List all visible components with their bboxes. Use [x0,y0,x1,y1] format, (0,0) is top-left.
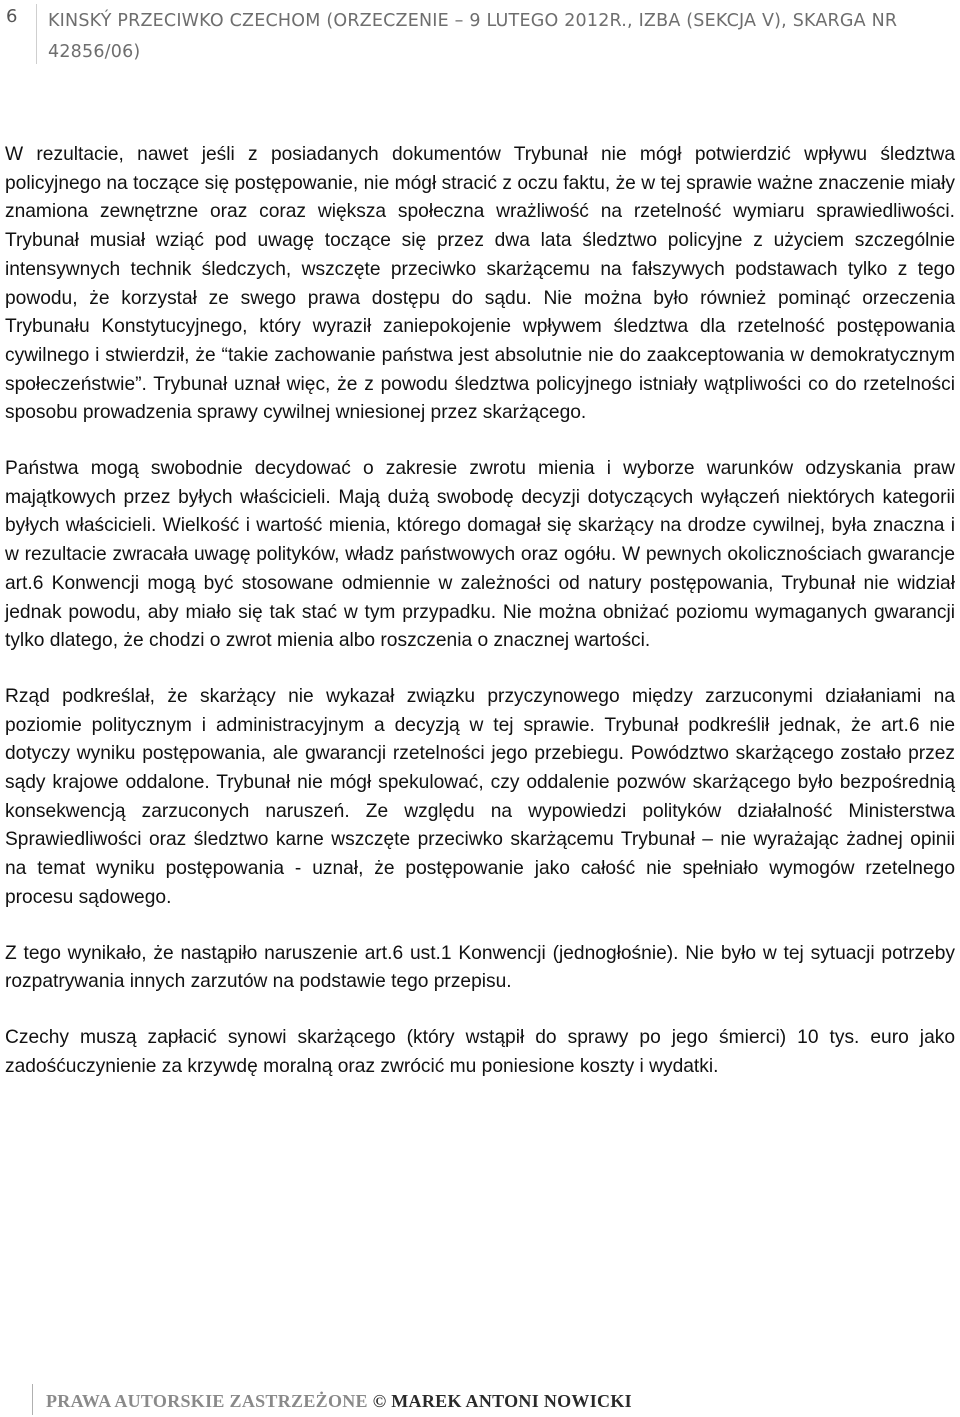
running-title: KINSKÝ PRZECIWKO CZECHOM (ORZECZENIE – 9 LUTEGO 2012R., IZBA (SEKCJA V), SKARGA NR 42856/06) [48,11,898,62]
paragraph-government-argument: Rząd podkreślał, że skarżący nie wykazał związku przyczynowego między zarzuconymi działaniami na poziomie politycznym i administracyjnym a decyzją w tej sprawie. Trybunał podkreślił jednak, że art.6 nie dotyczy wyniku postępowania, ale gwarancji rzetelności jego przebiegu. Powództwo skarżącego zostało przez sądy krajowe oddalone. Trybunał nie mógł spekulować, czy oddalenie pozwów skarżącego było bezpośrednią konsekwencją zarzuconych naruszeń. Ze względu na wypowiedzi polityków działalność Ministerstwa Sprawiedliwości oraz śledztwo karne wszczęte przeciwko skarżącemu Trybunał – nie wyrażając żadnej opinii na temat wyniku postępowania - uznał, że postępowanie jako całość nie spełniało wymogów rzetelnego procesu sądowego. [5,685,955,908]
paragraph-violation-conclusion: Z tego wynikało, że nastąpiło naruszenie art.6 ust.1 Konwencji (jednogłośnie). Nie było w tej sytuacji potrzeby rozpatrywania innych zarzutów na podstawie tego przepisu. [5,942,955,993]
author-name: MAREK ANTONI NOWICKI [391,1391,632,1411]
copyright-notice [46,1390,632,1412]
page-footer [0,1382,960,1417]
paragraph-fair-trial-assessment: W rezultacie, nawet jeśli z posiadanych dokumentów Trybunał nie mógł potwierdzić wpływu śledztwa policyjnego na toczące się postępowanie, nie mógł stracić z oczu faktu, że w tej sprawie ważne znaczenie miały znamiona zewnętrzne oraz coraz większa społeczna wrażliwość na rzetelność wymiaru sprawiedliwości. Trybunał musiał wziąć pod uwagę toczące się przez dwa lata śledztwo policyjne z użyciem szczególnie intensywnych technik śledczych, wszczęte przeciwko skarżącemu na fałszywych podstawach tylko z tego powodu, że korzystał ze swego prawa dostępu do sądu. Nie można było również pominąć orzeczenia Trybunału Konstytucyjnego, który wyraził zaniepokojenie wpływem śledztwa dla rzetelność postępowania cywilnego i stwierdził, że “takie zachowanie państwa jest absolutnie nie do zaakceptowania w demokratycznym społeczeństwie”. Trybunał uznał więc, że z powodu śledztwa policyjnego istniały wątpliwości co do rzetelności sposobu prowadzenia sprawy cywilnej wniesionej przez skarżącego. [5,144,955,424]
page-header [0,0,960,70]
document-body [5,141,955,1108]
copyright-label: PRAWA AUTORSKIE ZASTRZEŻONE [46,1391,368,1411]
header-divider [36,4,37,64]
footer-divider [32,1384,33,1415]
paragraph-just-satisfaction: Czechy muszą zapłacić synowi skarżącego (który wstąpił do sprawy po jego śmierci) 10 tys. euro jako zadośćuczynienie za krzywdę moralną oraz zwrócić mu poniesione koszty i wydatki. [5,1026,955,1077]
page-number: 6 [6,6,18,27]
copyright-symbol: © [372,1391,387,1411]
paragraph-restitution-discretion: Państwa mogą swobodnie decydować o zakresie zwrotu mienia i wyborze warunków odzyskania praw majątkowych przez byłych właścicieli. Mają dużą swobodę decyzji dotyczących wyłączeń niektórych kategorii byłych właścicieli. Wielkość i wartość mienia, którego domagał się skarżący na drodze cywilnej, była znaczna i w rezultacie zwracała uwagę polityków, władz państwowych oraz ogółu. W pewnych okolicznościach gwarancje art.6 Konwencji mogą być stosowane odmiennie w zależności od natury postępowania, Trybunał nie widział jednak powodu, aby miało się tak stać w tym przypadku. Nie można obniżać poziomu wymaganych gwarancji tylko dlatego, że chodzi o zwrot mienia albo roszczenia o znacznej wartości. [5,458,955,652]
